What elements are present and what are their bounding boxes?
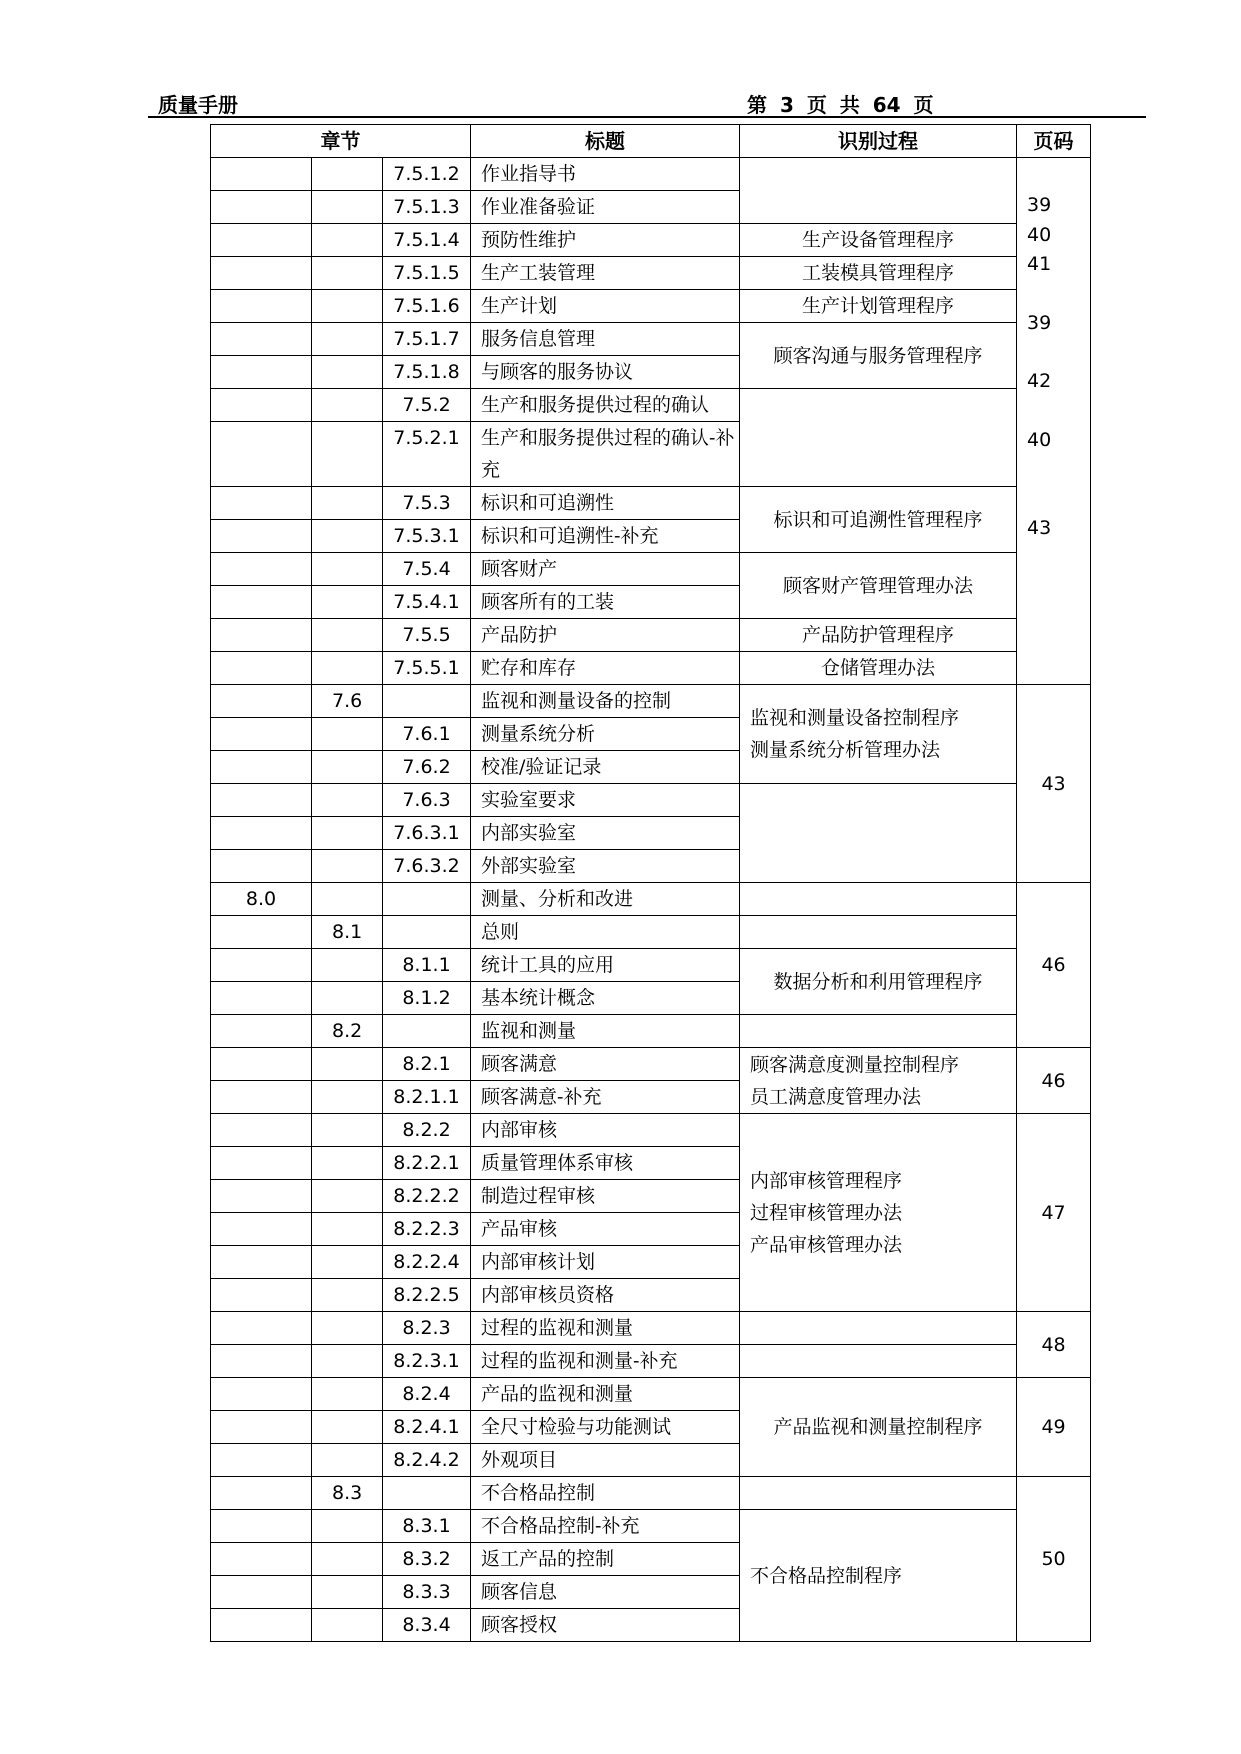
page-cell: 47 — [1017, 1114, 1091, 1312]
title-cell: 贮存和库存 — [471, 652, 740, 685]
section-cell — [312, 158, 383, 191]
title-cell: 过程的监视和测量-补充 — [471, 1345, 740, 1378]
title-cell: 监视和测量设备的控制 — [471, 685, 740, 718]
title-cell: 不合格品控制 — [471, 1477, 740, 1510]
title-cell: 与顾客的服务协议 — [471, 356, 740, 389]
process-line: 顾客满意度测量控制程序 — [750, 1053, 960, 1076]
title-cell: 测量、分析和改进 — [471, 883, 740, 916]
subsection-cell: 8.1.2 — [383, 982, 471, 1015]
subsection-cell: 8.2.2.4 — [383, 1246, 471, 1279]
table-row — [211, 1312, 1091, 1345]
title-cell: 过程的监视和测量 — [471, 1312, 740, 1345]
page-cell: 50 — [1017, 1477, 1091, 1642]
title-header: 标题 — [471, 125, 740, 158]
title-cell: 实验室要求 — [471, 784, 740, 817]
title-cell: 统计工具的应用 — [471, 949, 740, 982]
section-cell: 8.1 — [312, 916, 383, 949]
chapter-cell — [211, 158, 312, 191]
process-line: 测量系统分析管理办法 — [750, 739, 941, 761]
table-row — [211, 1378, 1091, 1411]
page-number: 39 — [1027, 194, 1052, 216]
subsection-cell: 7.6.2 — [383, 751, 471, 784]
title-cell: 基本统计概念 — [471, 982, 740, 1015]
page-number: 40 — [1027, 429, 1052, 451]
table-row — [211, 1477, 1091, 1510]
page-cell: 43 — [1017, 685, 1091, 883]
subsection-cell: 7.5.1.3 — [383, 191, 471, 224]
title-cell: 预防性维护 — [471, 224, 740, 257]
subsection-cell: 7.5.1.8 — [383, 356, 471, 389]
table-row — [211, 553, 1091, 586]
subsection-cell: 8.3.3 — [383, 1576, 471, 1609]
page-cell: 46 — [1017, 883, 1091, 1048]
subsection-cell: 7.5.5 — [383, 619, 471, 652]
table-row — [211, 323, 1091, 356]
title-cell: 服务信息管理 — [471, 323, 740, 356]
page-number: 43 — [1027, 517, 1052, 539]
subsection-cell: 8.2.3 — [383, 1312, 471, 1345]
title-cell: 顾客满意 — [471, 1048, 740, 1081]
process-cell — [740, 1048, 1017, 1114]
subsection-cell: 8.2.4.1 — [383, 1411, 471, 1444]
table-row — [211, 1345, 1091, 1378]
title-cell: 生产工装管理 — [471, 257, 740, 290]
process-cell: 仓储管理办法 — [740, 652, 1017, 685]
table-row — [211, 290, 1091, 323]
subsection-cell: 7.6.3 — [383, 784, 471, 817]
title-cell: 作业指导书 — [471, 158, 740, 191]
title-cell: 生产计划 — [471, 290, 740, 323]
process-cell: 顾客沟通与服务管理程序 — [740, 323, 1017, 389]
process-cell — [740, 1345, 1017, 1378]
title-cell: 外部实验室 — [471, 850, 740, 883]
section-cell: 7.6 — [312, 685, 383, 718]
table-row — [211, 949, 1091, 982]
title-cell: 作业准备验证 — [471, 191, 740, 224]
title-cell: 外观项目 — [471, 1444, 740, 1477]
process-cell — [740, 1015, 1017, 1048]
subsection-cell: 8.3.4 — [383, 1609, 471, 1642]
title-cell: 顾客所有的工装 — [471, 586, 740, 619]
title-cell: 全尺寸检验与功能测试 — [471, 1411, 740, 1444]
section-cell: 8.2 — [312, 1015, 383, 1048]
process-cell — [740, 1312, 1017, 1345]
subsection-cell: 7.6.3.1 — [383, 817, 471, 850]
subsection-cell: 8.2.2 — [383, 1114, 471, 1147]
subsection-cell: 8.1.1 — [383, 949, 471, 982]
title-cell: 生产和服务提供过程的确认 — [471, 389, 740, 422]
page-number: 42 — [1027, 370, 1052, 392]
process-cell: 顾客财产管理管理办法 — [740, 553, 1017, 619]
title-cell: 内部审核计划 — [471, 1246, 740, 1279]
page-cell: 49 — [1017, 1378, 1091, 1477]
subsection-cell: 8.2.4 — [383, 1378, 471, 1411]
subsection-cell: 8.2.2.3 — [383, 1213, 471, 1246]
process-cell: 生产设备管理程序 — [740, 224, 1017, 257]
process-cell — [740, 1114, 1017, 1312]
process-cell — [740, 1477, 1017, 1510]
title-cell: 校准/验证记录 — [471, 751, 740, 784]
process-cell: 不合格品控制程序 — [740, 1510, 1017, 1642]
subsection-cell: 8.2.2.5 — [383, 1279, 471, 1312]
title-cell: 产品审核 — [471, 1213, 740, 1246]
subsection-cell: 8.3.1 — [383, 1510, 471, 1543]
table-row — [211, 1114, 1091, 1147]
subsection-cell: 8.2.2.1 — [383, 1147, 471, 1180]
subsection-cell: 7.5.3.1 — [383, 520, 471, 553]
chapter-header: 章节 — [211, 125, 471, 158]
subsection-cell: 8.2.2.2 — [383, 1180, 471, 1213]
title-cell: 质量管理体系审核 — [471, 1147, 740, 1180]
table-row — [211, 652, 1091, 685]
table-row — [211, 619, 1091, 652]
subsection-cell: 7.5.3 — [383, 487, 471, 520]
title-cell: 内部审核员资格 — [471, 1279, 740, 1312]
process-cell — [740, 916, 1017, 949]
title-cell: 测量系统分析 — [471, 718, 740, 751]
subsection-cell: 7.6.3.2 — [383, 850, 471, 883]
table-row — [211, 158, 1091, 191]
subsection-cell: 8.2.1.1 — [383, 1081, 471, 1114]
process-cell — [740, 389, 1017, 487]
process-cell: 标识和可追溯性管理程序 — [740, 487, 1017, 553]
table-row — [211, 883, 1091, 916]
process-line: 监视和测量设备控制程序 — [750, 707, 960, 729]
subsection-cell: 8.2.3.1 — [383, 1345, 471, 1378]
table-row — [211, 1015, 1091, 1048]
title-cell: 顾客授权 — [471, 1609, 740, 1642]
page-number: 39 — [1027, 312, 1052, 334]
process-header: 识别过程 — [740, 125, 1017, 158]
page-cell — [1017, 158, 1091, 685]
title-cell: 标识和可追溯性 — [471, 487, 740, 520]
title-cell: 制造过程审核 — [471, 1180, 740, 1213]
process-cell — [740, 158, 1017, 224]
subsection-cell: 7.5.2 — [383, 389, 471, 422]
title-cell: 内部审核 — [471, 1114, 740, 1147]
page-cell: 46 — [1017, 1048, 1091, 1114]
subsection-cell: 7.5.2.1 — [383, 422, 471, 487]
header-rule — [148, 116, 1146, 118]
title-cell: 返工产品的控制 — [471, 1543, 740, 1576]
page-number: 41 — [1027, 253, 1052, 275]
process-cell — [740, 883, 1017, 916]
table-row — [211, 224, 1091, 257]
page-header: 页码 — [1017, 125, 1091, 158]
subsection-cell: 7.5.1.5 — [383, 257, 471, 290]
title-cell: 顾客信息 — [471, 1576, 740, 1609]
subsection-cell: 7.5.5.1 — [383, 652, 471, 685]
section-cell: 8.3 — [312, 1477, 383, 1510]
process-cell: 产品监视和测量控制程序 — [740, 1378, 1017, 1477]
title-cell: 标识和可追溯性-补充 — [471, 520, 740, 553]
table-row — [211, 487, 1091, 520]
subsection-cell: 7.5.1.2 — [383, 158, 471, 191]
title-cell: 顾客满意-补充 — [471, 1081, 740, 1114]
title-cell: 监视和测量 — [471, 1015, 740, 1048]
subsection-cell: 7.6.1 — [383, 718, 471, 751]
page-indicator: 第 3 页 共 64 页 — [747, 93, 934, 117]
title-cell: 总则 — [471, 916, 740, 949]
title-cell: 生产和服务提供过程的确认-补充 — [471, 422, 740, 487]
process-line: 过程审核管理办法 — [750, 1201, 903, 1224]
process-cell: 生产计划管理程序 — [740, 290, 1017, 323]
subsection-cell: 7.5.1.6 — [383, 290, 471, 323]
manual-title: 质量手册 — [158, 93, 238, 117]
table-row — [211, 1510, 1091, 1543]
process-cell — [740, 685, 1017, 784]
subsection-cell: 7.5.4 — [383, 553, 471, 586]
table-row — [211, 389, 1091, 422]
process-line: 内部审核管理程序 — [750, 1169, 903, 1192]
title-cell: 产品防护 — [471, 619, 740, 652]
table-row — [211, 257, 1091, 290]
contents-table — [210, 124, 1091, 1642]
table-row — [211, 784, 1091, 817]
subsection-cell: 7.5.1.7 — [383, 323, 471, 356]
subsection-cell: 7.5.1.4 — [383, 224, 471, 257]
table-row — [211, 1048, 1091, 1081]
title-cell: 产品的监视和测量 — [471, 1378, 740, 1411]
table-row — [211, 916, 1091, 949]
subsection-cell: 8.2.1 — [383, 1048, 471, 1081]
title-cell: 内部实验室 — [471, 817, 740, 850]
process-cell — [740, 784, 1017, 883]
title-cell: 顾客财产 — [471, 553, 740, 586]
table-header-row — [211, 125, 1091, 158]
subsection-cell: 8.3.2 — [383, 1543, 471, 1576]
process-cell: 工装模具管理程序 — [740, 257, 1017, 290]
page-cell: 48 — [1017, 1312, 1091, 1378]
subsection-cell: 8.2.4.2 — [383, 1444, 471, 1477]
chapter-cell: 8.0 — [211, 883, 312, 916]
page-number: 40 — [1027, 224, 1052, 246]
table-row — [211, 685, 1091, 718]
subsection-cell: 7.5.4.1 — [383, 586, 471, 619]
title-cell: 不合格品控制-补充 — [471, 1510, 740, 1543]
process-line: 员工满意度管理办法 — [750, 1085, 922, 1108]
process-cell: 数据分析和利用管理程序 — [740, 949, 1017, 1015]
process-cell: 产品防护管理程序 — [740, 619, 1017, 652]
process-line: 产品审核管理办法 — [750, 1233, 903, 1256]
